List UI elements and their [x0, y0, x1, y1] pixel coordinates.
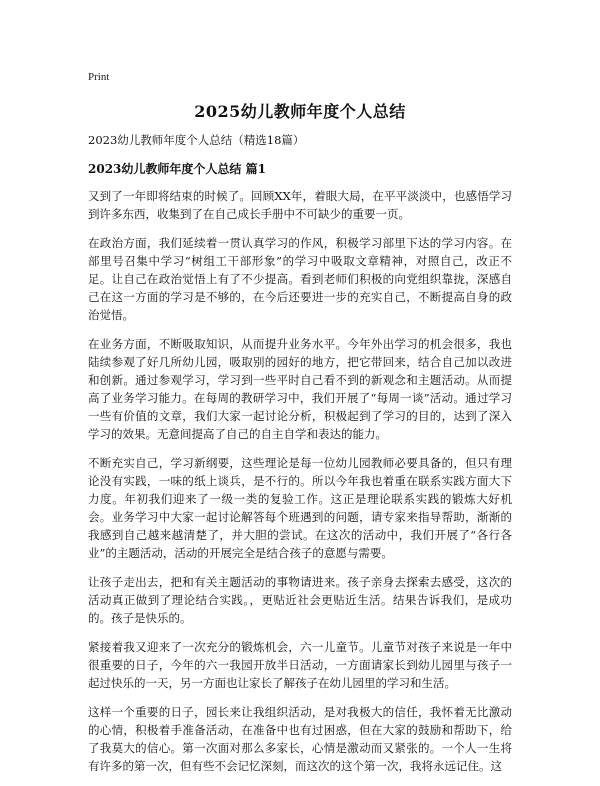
document-subtitle: 2023幼儿教师年度个人总结（精选18篇）: [88, 133, 305, 147]
print-link[interactable]: Print: [88, 71, 110, 83]
article-body: [88, 187, 512, 786]
paragraph: 这样一个重要的日子，园长来让我组织活动，是对我极大的信任，我怀着无比激动的心情，积极着手准备活动，在准备中也有过困惑，但在大家的鼓励和帮助下，给了我莫大的信心。第一次面对那么多家长，心情是激动而又紧张的。一个人一生将有许多的第一次，但有些不会记忆深刻，而这次的这个第一次，我将永远记住。这: [88, 705, 512, 773]
paragraph: 在业务方面，不断吸取知识，从而提升业务水平。今年外出学习的机会很多，我也陆续参观了好几所幼儿园，吸取别的园好的地方，把它带回来，结合自己加以改进和创新。通过参观学习，学习到一些平时自己看不到的新观念和主题活动。从而提高了业务学习能力。在每周的教研学习中，我们开展了“每周一谈”活动。通过学习一些有价值的文章，我们大家一起讨论分析，积极起到了学习的目的，达到了深入学习的效果。无意间提高了自己的自主自学和表达的能力。: [88, 337, 512, 441]
page-title: 2025幼儿教师年度个人总结: [194, 102, 406, 121]
paragraph: 不断充实自己，学习新纲要，这些理论是每一位幼儿园教师必要具备的，但只有理论没有实践，一味的纸上谈兵，是不行的。所以今年我也着重在联系实践方面大下力度。年初我们迎来了一级一类的复验工作。这正是理论联系实践的锻炼大好机会。业务学习中大家一起讨论解答每个班遇到的问题，请专家来指导帮助，渐渐的我感到自己越来越清楚了，并大胆的尝试。在这次的活动中，我们开展了“各行各业”的主题活动，活动的开展完全是结合孩子的意愿与需要。: [88, 456, 512, 560]
section-heading: 2023幼儿教师年度个人总结 篇1: [88, 162, 266, 176]
paragraph: 紧接着我又迎来了一次充分的锻炼机会，六一儿童节。儿童节对孩子来说是一年中很重要的日子，今年的六一我园开放半日活动，一方面请家长到幼儿园里与孩子一起过快乐的一天，另一方面也让家长了解孩子在幼儿园里的学习和生活。: [88, 640, 512, 690]
paragraph: 在政治方面，我们延续着一贯认真学习的作风，积极学习部里下达的学习内容。在部里号召集中学习“树组工干部形象”的学习中吸取文章精神，对照自己，改正不足。让自己在政治觉悟上有了不少提高。看到老师们积极的向党组织靠拢，深感自己在这一方面的学习是不够的，在今后还要进一步的充实自己，不断提高自身的政治觉悟。: [88, 236, 512, 322]
paragraph: 让孩子走出去，把和有关主题活动的事物请进来。孩子亲身去探索去感受，这次的活动真正做到了理论结合实践。，更贴近社会更贴近生活。结果告诉我们，是成功的。孩子是快乐的。: [88, 575, 512, 625]
paragraph: 又到了一年即将结束的时候了。回顾XX年，着眼大局，在平平淡淡中，也感悟学习到许多东西，收集到了在自己成长手册中不可缺少的重要一页。: [88, 189, 512, 221]
